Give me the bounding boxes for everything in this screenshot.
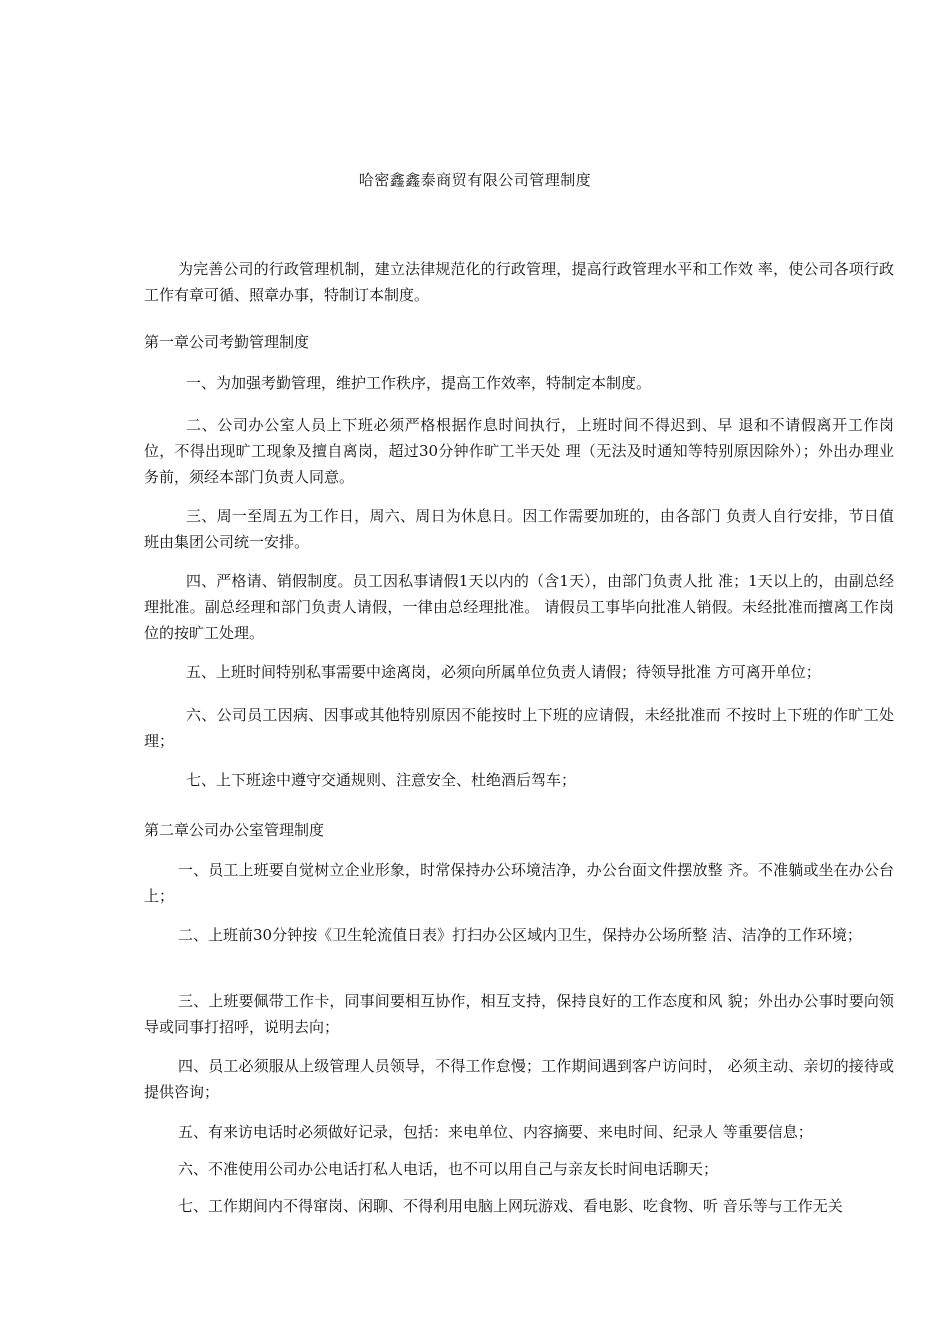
chapter1-item-4: 四、严格请、销假制度。员工因私事请假1天以内的（含1天），由部门负责人批 准；1天以上的，由副总经理批准。副总经理和部门负责人请假，一律由总经理批准。 请假员工事毕向批准人销假。未经批准而擅离工作岗位的按旷工处理。 xyxy=(144,572,894,642)
chapter2-item-1: 一、员工上班要自觉树立企业形象，时常保持办公环境洁净，办公台面文件摆放整 齐。不准躺或坐在办公台上； xyxy=(144,861,894,905)
chapter2-item-6: 六、不准使用公司办公电话打私人电话，也不可以用自己与亲友长时间电话聊天； xyxy=(178,1160,719,1178)
chapter1-heading: 第一章公司考勤管理制度 xyxy=(144,333,310,351)
chapter1-item-6: 六、公司员工因病、因事或其他特别原因不能按时上下班的应请假，未经批准而 不按时上下班的作旷工处理； xyxy=(144,706,894,750)
chapter1-item-2: 二、公司办公室人员上下班必须严格根据作息时间执行，上班时间不得迟到、早 退和不请假离开工作岗位，不得出现旷工现象及擅自离岗，超过30分钟作旷工半天处 理（无法及时通知等特别原因除外）；外出办理业务前，须经本部门负责人同意。 xyxy=(144,416,894,486)
chapter2-item-3: 三、上班要佩带工作卡，同事间要相互协作，相互支持，保持良好的工作态度和风 貌；外出办公事时要向领导或同事打招呼，说明去向； xyxy=(144,992,894,1036)
chapter1-item-3: 三、周一至周五为工作日，周六、周日为休息日。因工作需要加班的，由各部门 负责人自行安排，节日值班由集团公司统一安排。 xyxy=(144,507,894,551)
intro-paragraph: 为完善公司的行政管理机制，建立法律规范化的行政管理，提高行政管理水平和工作效 率，使公司各项行政工作有章可循、照章办事，特制订本制度。 xyxy=(144,260,894,304)
chapter2-item-4: 四、员工必须服从上级管理人员领导，不得工作怠慢；工作期间遇到客户访问时， 必须主动、亲切的接待或提供咨询； xyxy=(144,1057,894,1101)
chapter2-item-2: 二、上班前30分钟按《卫生轮流值日表》打扫办公区域内卫生，保持办公场所整 洁、洁净的工作环境； xyxy=(178,926,862,944)
chapter2-item-7: 七、工作期间内不得窜岗、闲聊、不得利用电脑上网玩游戏、看电影、吃食物、听 音乐等与工作无关 xyxy=(178,1197,843,1215)
chapter1-item-1: 一、为加强考勤管理，维护工作秩序，提高工作效率，特制定本制度。 xyxy=(186,374,652,392)
chapter2-heading: 第二章公司办公室管理制度 xyxy=(144,821,325,839)
chapter2-item-5: 五、有来访电话时必须做好记录，包括：来电单位、内容摘要、来电时间、纪录人 等重要信息； xyxy=(178,1123,813,1141)
document-title: 哈密鑫鑫泰商贸有限公司管理制度 xyxy=(358,171,592,189)
chapter1-item-7: 七、上下班途中遵守交通规则、注意安全、杜绝酒后驾车； xyxy=(186,771,577,789)
chapter1-item-5: 五、上班时间特别私事需要中途离岗，必须向所属单位负责人请假；待领导批准 方可离开单位； xyxy=(186,663,821,681)
